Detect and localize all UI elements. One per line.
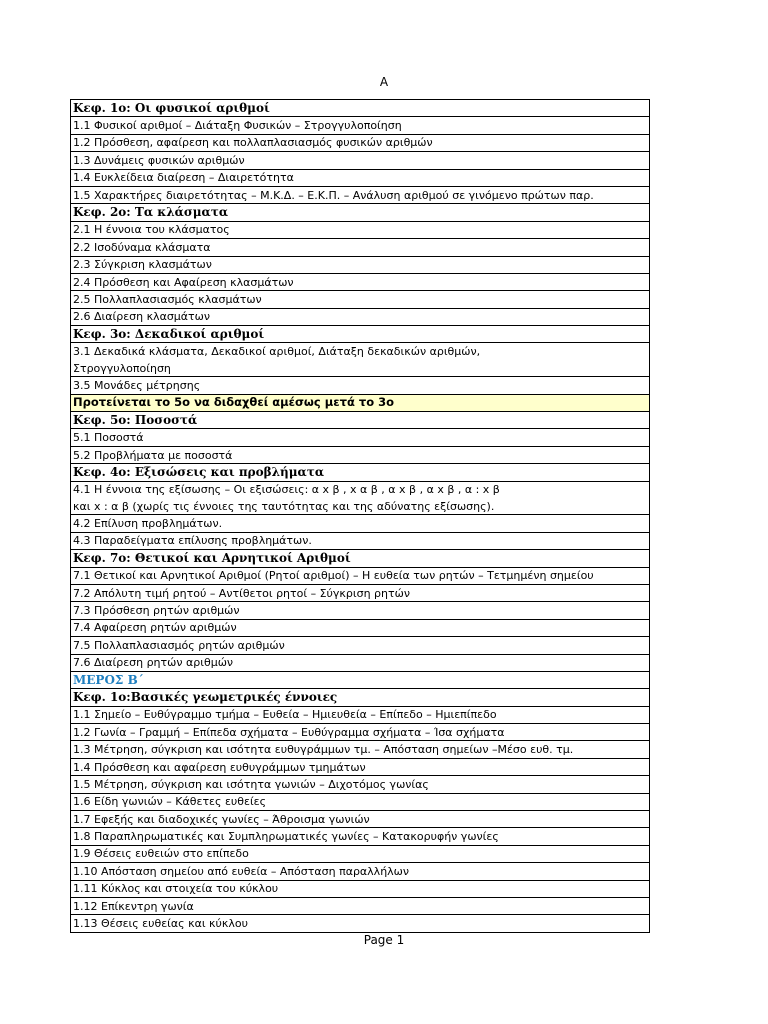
topic-cell: 7.2 Απόλυτη τιμή ρητού – Αντίθετοι ρητοί – Σύγκριση ρητών	[71, 584, 650, 601]
topic-cell: 7.5 Πολλαπλασιασμός ρητών αριθμών	[71, 637, 650, 654]
topic-row	[71, 619, 650, 636]
topic-cell: 7.6 Διαίρεση ρητών αριθμών	[71, 654, 650, 671]
topic-cell: 1.1 Σημείο – Ευθύγραμμο τμήμα – Ευθεία – Ημιευθεία – Επίπεδο – Ημιεπίπεδο	[71, 706, 650, 723]
topic-row	[71, 637, 650, 654]
topic-cell: 7.1 Θετικοί και Αρνητικοί Αριθμοί (Ρητοί αριθμοί) – Η ευθεία των ρητών – Τετμημένη σημείου	[71, 567, 650, 584]
topic-row	[71, 498, 650, 515]
topic-row	[71, 360, 650, 377]
chapter-row	[71, 100, 650, 117]
chapter-cell: Κεφ. 1ο: Οι φυσικοί αριθμοί	[71, 100, 650, 117]
topic-cell: Στρογγυλοποίηση	[71, 360, 650, 377]
topic-cell: 5.1 Ποσοστά	[71, 429, 650, 446]
chapter-row	[71, 550, 650, 567]
topic-row	[71, 828, 650, 845]
topic-cell: 1.5 Μέτρηση, σύγκριση και ισότητα γωνιών – Διχοτόμος γωνίας	[71, 776, 650, 793]
topic-cell: 1.6 Είδη γωνιών – Κάθετες ευθείες	[71, 793, 650, 810]
topic-row	[71, 256, 650, 273]
topic-cell: 2.1 Η έννοια του κλάσματος	[71, 221, 650, 238]
topic-row	[71, 811, 650, 828]
topic-cell: 1.3 Δυνάμεις φυσικών αριθμών	[71, 152, 650, 169]
topic-row	[71, 152, 650, 169]
topic-row	[71, 532, 650, 549]
topic-row	[71, 515, 650, 532]
topic-row	[71, 169, 650, 186]
topic-row	[71, 741, 650, 758]
topic-row	[71, 186, 650, 203]
topic-cell: 3.1 Δεκαδικά κλάσματα, Δεκαδικοί αριθμοί, Διάταξη δεκαδικών αριθμών,	[71, 343, 650, 360]
topic-row	[71, 654, 650, 671]
topic-row	[71, 880, 650, 897]
chapter-row	[71, 689, 650, 706]
topic-cell: 4.1 Η έννοια της εξίσωσης – Οι εξισώσεις: α x β , x α β , α x β , α x β , α : x β	[71, 481, 650, 498]
topic-row	[71, 863, 650, 880]
chapter-cell: Κεφ. 3ο: Δεκαδικοί αριθμοί	[71, 326, 650, 343]
topic-row	[71, 221, 650, 238]
topic-cell: 1.4 Ευκλείδεια διαίρεση – Διαιρετότητα	[71, 169, 650, 186]
topic-cell: 1.3 Μέτρηση, σύγκριση και ισότητα ευθυγράμμων τμ. – Απόσταση σημείων –Μέσο ευθ. τμ.	[71, 741, 650, 758]
topic-cell: και x : α β (χωρίς τις έννοιες της ταυτότητας και της αδύνατης εξίσωσης).	[71, 498, 650, 515]
chapter-cell: Κεφ. 4ο: Εξισώσεις και προβλήματα	[71, 464, 650, 481]
topic-row	[71, 343, 650, 360]
topic-row	[71, 446, 650, 463]
chapter-cell: Κεφ. 5ο: Ποσοστά	[71, 412, 650, 429]
topic-row	[71, 377, 650, 394]
topic-cell: 1.7 Εφεξής και διαδοχικές γωνίες – Άθροισμα γωνιών	[71, 811, 650, 828]
topic-row	[71, 706, 650, 723]
note-cell: Προτείνεται το 5ο να διδαχθεί αμέσως μετά το 3ο	[71, 394, 650, 411]
topic-cell: 1.10 Απόσταση σημείου από ευθεία – Απόσταση παραλλήλων	[71, 863, 650, 880]
topic-row	[71, 481, 650, 498]
chapter-row	[71, 464, 650, 481]
contents-table	[70, 99, 650, 933]
topic-row	[71, 758, 650, 775]
chapter-row	[71, 326, 650, 343]
topic-cell: 1.12 Επίκεντρη γωνία	[71, 897, 650, 914]
topic-row	[71, 845, 650, 862]
topic-cell: 1.2 Πρόσθεση, αφαίρεση και πολλαπλασιασμός φυσικών αριθμών	[71, 134, 650, 151]
topic-row	[71, 273, 650, 290]
topic-cell: 1.4 Πρόσθεση και αφαίρεση ευθυγράμμων τμημάτων	[71, 758, 650, 775]
chapter-cell: Κεφ. 1ο:Βασικές γεωμετρικές έννοιες	[71, 689, 650, 706]
part-cell: ΜΕΡΟΣ Β΄	[71, 671, 650, 688]
chapter-row	[71, 204, 650, 221]
topic-cell: 1.1 Φυσικοί αριθμοί – Διάταξη Φυσικών – Στρογγυλοποίηση	[71, 117, 650, 134]
topic-cell: 1.13 Θέσεις ευθείας και κύκλου	[71, 915, 650, 932]
topic-cell: 5.2 Προβλήματα με ποσοστά	[71, 446, 650, 463]
topic-cell: 1.8 Παραπληρωματικές και Συμπληρωματικές γωνίες – Κατακορυφήν γωνίες	[71, 828, 650, 845]
topic-row	[71, 776, 650, 793]
topic-row	[71, 602, 650, 619]
topic-row	[71, 308, 650, 325]
topic-cell: 1.11 Κύκλος και στοιχεία του κύκλου	[71, 880, 650, 897]
topic-cell: 2.3 Σύγκριση κλασμάτων	[71, 256, 650, 273]
part-row	[71, 671, 650, 688]
topic-row	[71, 429, 650, 446]
topic-cell: 1.2 Γωνία – Γραμμή – Επίπεδα σχήματα – Ευθύγραμμα σχήματα – Ίσα σχήματα	[71, 724, 650, 741]
topic-cell: 3.5 Μονάδες μέτρησης	[71, 377, 650, 394]
topic-row	[71, 584, 650, 601]
topic-cell: 2.2 Ισοδύναμα κλάσματα	[71, 239, 650, 256]
contents-table-body	[71, 100, 650, 933]
topic-cell: 4.3 Παραδείγματα επίλυσης προβλημάτων.	[71, 532, 650, 549]
topic-cell: 4.2 Επίλυση προβλημάτων.	[71, 515, 650, 532]
topic-cell: 2.4 Πρόσθεση και Αφαίρεση κλασμάτων	[71, 273, 650, 290]
page-footer: Page 1	[363, 933, 405, 947]
topic-cell: 7.3 Πρόσθεση ρητών αριθμών	[71, 602, 650, 619]
topic-row	[71, 239, 650, 256]
topic-row	[71, 724, 650, 741]
topic-cell: 2.6 Διαίρεση κλασμάτων	[71, 308, 650, 325]
chapter-cell: Κεφ. 7ο: Θετικοί και Αρνητικοί Αριθμοί	[71, 550, 650, 567]
topic-cell: 1.9 Θέσεις ευθειών στο επίπεδο	[71, 845, 650, 862]
chapter-row	[71, 412, 650, 429]
topic-row	[71, 117, 650, 134]
topic-cell: 1.5 Χαρακτήρες διαιρετότητας – Μ.Κ.Δ. – Ε.Κ.Π. – Ανάλυση αριθμού σε γινόμενο πρώτων παρ.	[71, 186, 650, 203]
topic-row	[71, 567, 650, 584]
topic-row	[71, 134, 650, 151]
topic-cell: 7.4 Αφαίρεση ρητών αριθμών	[71, 619, 650, 636]
note-row	[71, 394, 650, 411]
topic-row	[71, 793, 650, 810]
topic-row	[71, 291, 650, 308]
topic-row	[71, 897, 650, 914]
page-header: A	[379, 75, 389, 89]
chapter-cell: Κεφ. 2ο: Τα κλάσματα	[71, 204, 650, 221]
topic-cell: 2.5 Πολλαπλασιασμός κλασμάτων	[71, 291, 650, 308]
topic-row	[71, 915, 650, 932]
